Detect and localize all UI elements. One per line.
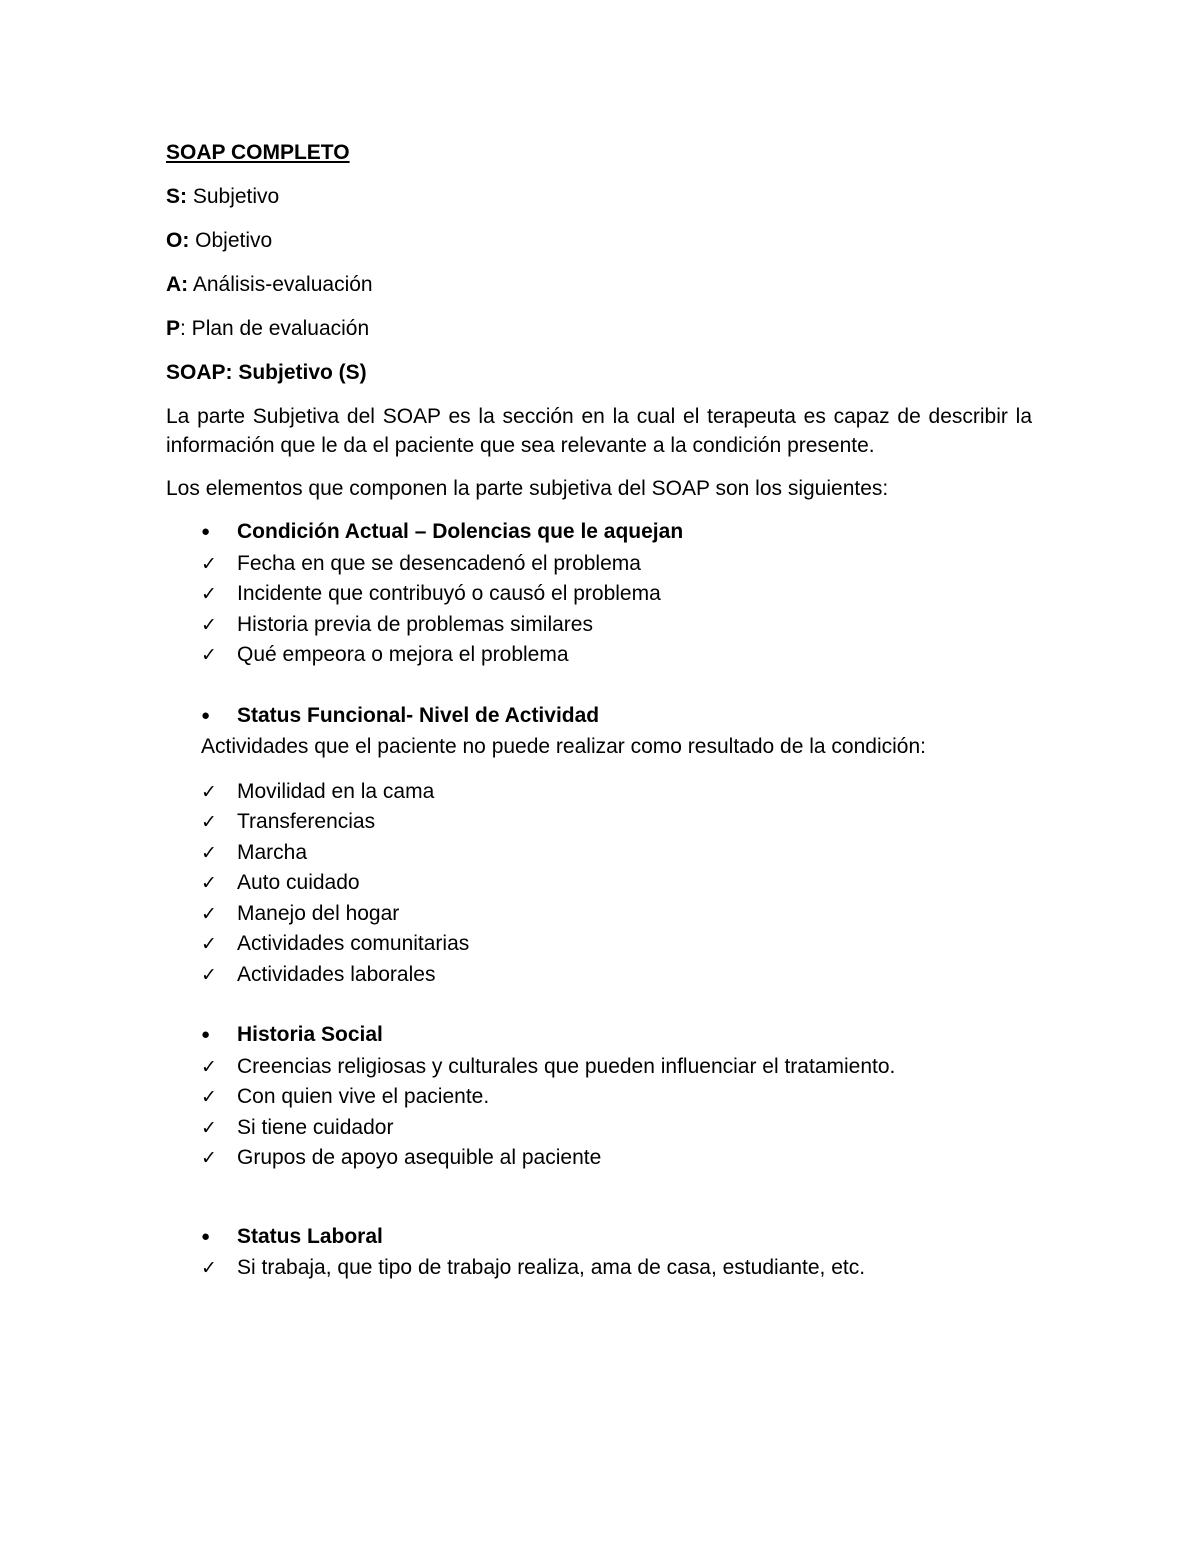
list-item	[201, 929, 1032, 960]
list-item	[201, 1113, 1032, 1144]
bullet-icon: ●	[201, 706, 211, 724]
list-item-text: Auto cuidado	[237, 871, 360, 894]
list-item-text: Creencias religiosas y culturales que pueden influenciar el tratamiento.	[237, 1054, 896, 1078]
group-heading: Condición Actual – Dolencias que le aquejan	[237, 520, 684, 543]
list-item-text: Marcha	[237, 840, 308, 864]
list-item	[201, 1082, 1032, 1113]
spacer	[166, 1174, 1032, 1222]
definition-o	[166, 226, 1032, 256]
list-item-text: Qué empeora o mejora el problema	[237, 643, 569, 666]
spacer	[166, 671, 1032, 701]
definition-text: Objetivo	[189, 229, 273, 252]
section-heading: SOAP: Subjetivo (S)	[166, 361, 367, 384]
checkmark-icon: ✓	[201, 1116, 217, 1139]
list-item	[201, 579, 1032, 610]
document-page	[166, 138, 1032, 1284]
paragraph-elements-intro: Los elementos que componen la parte subjetiva del SOAP son los siguientes:	[166, 477, 889, 500]
list-item-text: Actividades laborales	[237, 962, 436, 986]
definition-text: Análisis-evaluación	[188, 273, 373, 296]
group-condicion-actual	[201, 517, 1032, 671]
group-status-laboral	[201, 1222, 1032, 1284]
list-item	[201, 1253, 1032, 1284]
definition-s	[166, 182, 1032, 212]
definition-text: : Plan de evaluación	[180, 317, 370, 340]
list-item-text: Incidente que contribuyó o causó el problema	[237, 582, 661, 605]
list-item	[201, 777, 1032, 808]
checkmark-icon: ✓	[201, 1147, 217, 1169]
list-item	[201, 1143, 1032, 1174]
definition-key: O:	[166, 229, 190, 252]
definition-key: P	[166, 317, 181, 340]
list-item	[201, 899, 1032, 930]
checkmark-icon: ✓	[201, 1086, 217, 1108]
definition-key: S:	[166, 185, 187, 208]
bullet-icon: ●	[201, 523, 211, 540]
check-list	[201, 1253, 1032, 1284]
group-heading: Status Funcional- Nivel de Actividad	[237, 703, 600, 727]
list-item	[201, 960, 1032, 991]
list-item-text: Historia previa de problemas similares	[237, 612, 593, 636]
checkmark-icon: ✓	[201, 902, 217, 925]
checkmark-icon: ✓	[201, 583, 217, 605]
list-item-text: Movilidad en la cama	[237, 779, 435, 803]
checkmark-icon: ✓	[201, 933, 217, 955]
list-item	[201, 838, 1032, 869]
list-item-text: Transferencias	[237, 810, 376, 833]
group-heading-row	[201, 517, 1032, 549]
group-heading-row	[201, 701, 1032, 733]
spacer	[166, 990, 1032, 1020]
checkmark-icon: ✓	[201, 872, 217, 894]
list-item-text: Manejo del hogar	[237, 901, 400, 925]
checkmark-icon: ✓	[201, 644, 217, 666]
list-item	[201, 868, 1032, 899]
list-item	[201, 610, 1032, 641]
checkmark-icon: ✓	[201, 1257, 217, 1279]
list-item-text: Grupos de apoyo asequible al paciente	[237, 1146, 602, 1169]
group-heading-row	[201, 1222, 1032, 1254]
list-item	[201, 549, 1032, 580]
definition-a	[166, 270, 1032, 300]
group-intro: Actividades que el paciente no puede realizar como resultado de la condición:	[201, 735, 926, 758]
group-heading: Status Laboral	[237, 1224, 383, 1248]
group-status-funcional	[201, 701, 1032, 991]
checkmark-icon: ✓	[201, 963, 217, 986]
list-item-text: Si tiene cuidador	[237, 1115, 394, 1139]
checkmark-icon: ✓	[201, 1055, 217, 1078]
group-historia-social	[201, 1020, 1032, 1174]
definition-p	[166, 314, 1032, 344]
paragraph-description: La parte Subjetiva del SOAP es la sección en la cual el terapeuta es capaz de describir la información que le da el paciente que sea relevante a la condición presente.	[166, 405, 1032, 457]
list-item-text: Fecha en que se desencadenó el problema	[237, 551, 641, 575]
bullet-icon: ●	[201, 1026, 211, 1043]
checkmark-icon: ✓	[201, 613, 217, 636]
check-list	[201, 549, 1032, 671]
check-list	[201, 777, 1032, 991]
document-title: SOAP COMPLETO	[166, 141, 350, 164]
bullet-icon: ●	[201, 1227, 211, 1245]
checkmark-icon: ✓	[201, 780, 217, 803]
checkmark-icon: ✓	[201, 552, 217, 575]
checkmark-icon: ✓	[201, 841, 217, 864]
list-item-text: Actividades comunitarias	[237, 932, 470, 955]
checkmark-icon: ✓	[201, 811, 217, 833]
definition-key: A:	[166, 273, 189, 296]
list-item-text: Con quien vive el paciente.	[237, 1085, 490, 1108]
group-heading-row	[201, 1020, 1032, 1052]
list-item	[201, 640, 1032, 671]
group-heading: Historia Social	[237, 1023, 383, 1046]
list-item	[201, 1052, 1032, 1083]
list-item	[201, 807, 1032, 838]
definition-text: Subjetivo	[187, 185, 280, 208]
check-list	[201, 1052, 1032, 1174]
list-item-text: Si trabaja, que tipo de trabajo realiza, ama de casa, estudiante, etc.	[237, 1256, 866, 1279]
